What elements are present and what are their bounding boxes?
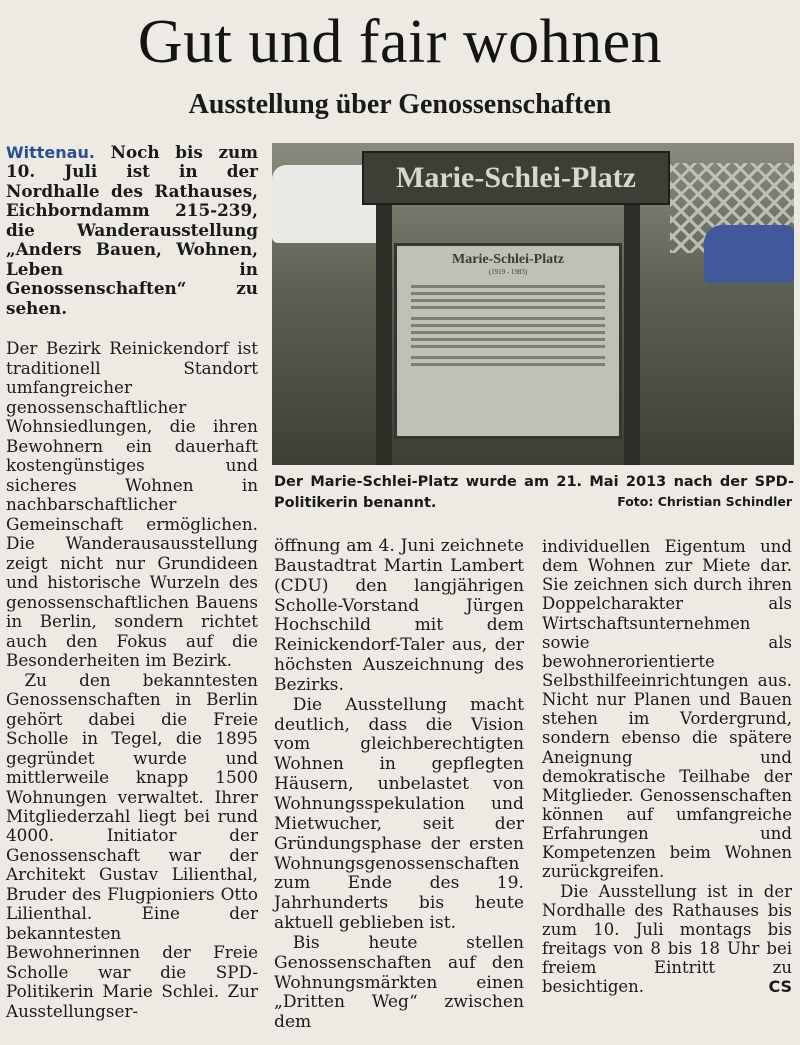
plaque-text-line — [411, 356, 605, 359]
caption-text: Der Marie-Schlei-Platz wurde am 21. Mai 2013 nach der SPD-Politikerin benannt. — [274, 474, 794, 511]
column-3 — [542, 537, 792, 996]
closing-text: Die Ausstellung ist in der Nordhalle des Rathauses bis zum 10. Juli montags bis freitags von 8 bis 18 Uhr bei freiem Eintritt zu besichtigen. — [542, 881, 792, 997]
street-sign: Marie-Schlei-Platz — [362, 151, 670, 205]
headline: Gut und fair wohnen — [137, 8, 663, 76]
body-paragraph: individuellen Eigentum und dem Wohnen zur Miete dar. Sie zeichnen sich durch ihren Doppelcharakter als Wirtschaftsunternehmen sowie als bewohnerorientierte Selbsthilfeeinrichtungen aus. Nicht nur Planen und Bauen stehen im Vordergrund, sondern ebenso die spätere Aneignung und demokratische Teilhabe der Mitglieder. Genossenschaften können auf umfangreiche Erfahrungen und Kompetenzen beim Wohnen zurückgreifen. — [542, 537, 792, 882]
photo-credit: Foto: Christian Schindler — [617, 494, 792, 509]
photo-car — [704, 225, 794, 283]
subtitle: Ausstellung über Genossenschaften — [188, 89, 612, 120]
location-tag: Wittenau. — [6, 143, 95, 162]
plaque-text-line — [411, 345, 605, 348]
body-paragraph: Zu den bekanntesten Genossenschaften in Berlin gehört dabei die Freie Scholle in Tegel, die 1895 gegründet wurde und mittlerweile knapp 1500 Wohnungen verwaltet. Ihrer Mitgliederzahl liegt bei rund 4000. Initiator der Genossenschaft war der Architekt Gustav Lilienthal, Bruder des Flugpioniers Otto Lilienthal. Eine der bekanntesten Bewohnerinnen der Freie Scholle war die SPD-Politikerin Marie Schlei. Zur Ausstellungser- — [6, 669, 258, 1021]
plaque-text-line — [411, 324, 605, 327]
plaque-text-line — [411, 363, 605, 366]
sign-post — [376, 201, 392, 465]
plaque-text-line — [411, 331, 605, 334]
column-1 — [6, 143, 258, 1021]
body-paragraph: Die Ausstellung macht deutlich, dass die Vision vom gleichberechtigten Wohnen in gepflegten Häusern, unbelastet von Wohnungsspekulation und Mietwucher, seit der Gründungsphase der ersten Wohnungsgenossenschaften zum Ende des 19. Jahrhunderts bis heute aktuell geblieben ist. — [274, 694, 524, 934]
author-signature: CS — [768, 977, 792, 997]
sign-post — [624, 201, 640, 465]
plaque-text-line — [411, 317, 605, 320]
lead-paragraph — [6, 143, 258, 318]
plaque-text-line — [411, 299, 605, 302]
memorial-plaque — [394, 243, 622, 439]
article-photo — [272, 143, 794, 465]
column-2 — [274, 537, 524, 1033]
lead-text: Noch bis zum 10. Juli ist in der Nordhalle des Rathauses, Eichborndamm 215-239, die Wanderausstellung „Anders Bauen, Wohnen, Leben in Genossenschaften“ zu sehen. — [6, 142, 258, 318]
plaque-title: Marie-Schlei-Platz — [452, 252, 564, 267]
body-paragraph: öffnung am 4. Juni zeichnete Baustadtrat Martin Lambert (CDU) den langjährigen Scholle-Vorstand Jürgen Hochschild mit dem Reinickendorf-Taler aus, der höchsten Auszeichnung des Bezirks. — [274, 536, 524, 695]
plaque-text-line — [411, 338, 605, 341]
plaque-text-line — [411, 292, 605, 295]
plaque-text-line — [411, 306, 605, 309]
plaque-text-line — [411, 285, 605, 288]
body-paragraph — [542, 882, 792, 997]
body-paragraph: Der Bezirk Reinickendorf ist traditionell Standort umfangreicher genossenschaftlicher Wohnsiedlungen, die ihren Bewohnern ein dauerhaft kostengünstiges und sicheres Wohnen in nachbarschaftlicher Gemeinschaft ermöglichen. Die Wanderausausstellung zeigt nicht nur Grundideen und historische Wurzeln des genossenschaftlichen Bauens in Berlin, sondern richtet auch den Fokus auf die Besonderheiten im Bezirk. — [6, 338, 258, 671]
body-paragraph: Bis heute stellen Genossenschaften auf den Wohnungsmärkten einen „Dritten Weg“ zwischen dem — [274, 932, 524, 1033]
plaque-dates: (1919 - 1983) — [488, 268, 528, 276]
